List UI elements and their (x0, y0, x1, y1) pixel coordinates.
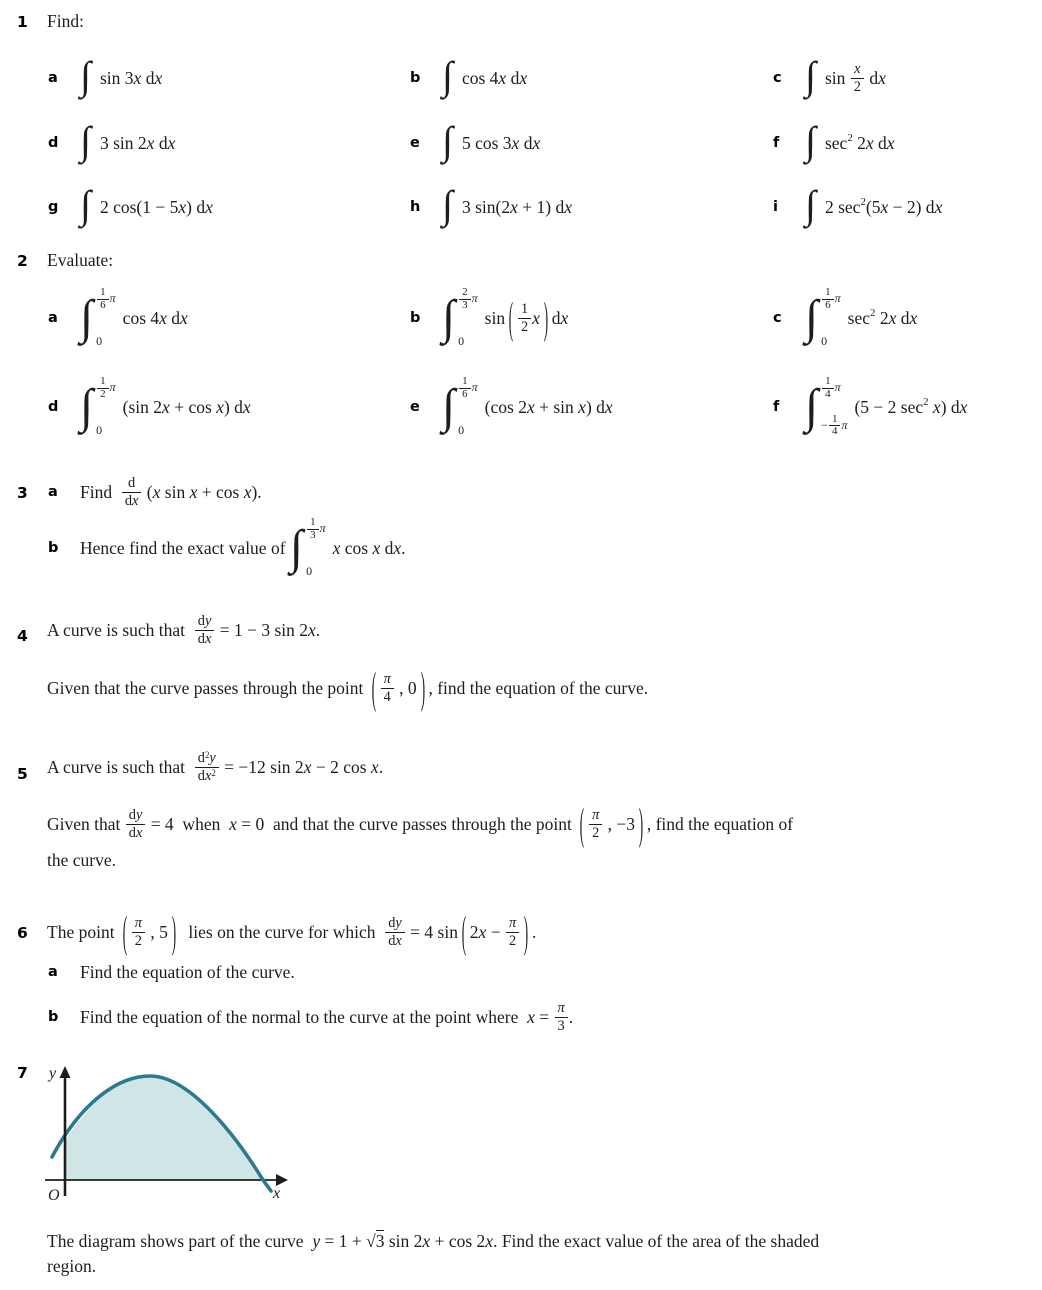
fraction: $\frac{2}{3}$ (458, 287, 472, 311)
lower-bound: 0 (96, 334, 103, 348)
lower-bound: 0 (458, 423, 465, 437)
question-text-line: region. (47, 1255, 97, 1276)
question-5-number: 5 (17, 765, 28, 783)
fraction: x 2 (850, 61, 865, 94)
integral-sign: ∫ (442, 118, 453, 163)
part-label: c (773, 310, 782, 326)
integral-sign: ∫ (805, 118, 816, 163)
definite-integral (80, 375, 116, 439)
question-3-number: 3 (17, 484, 28, 502)
math-expression: ∫ $\frac{1}{2}$ π 0 (sin 2 x + cos x ) d x (80, 375, 251, 437)
integral-sign: ∫ (805, 182, 816, 227)
question-text-line: the curve. (47, 849, 116, 870)
integral-sign: ∫ (442, 380, 456, 433)
integral-sign: ∫ (442, 53, 453, 98)
question-text-line: A curve is such that $\frac{dy}{dx}$ = 1 − 3 sin 2 x . (47, 613, 321, 647)
part-label: f (773, 135, 780, 151)
part-label: a (48, 70, 58, 86)
q2-part-a (48, 284, 188, 352)
part-label: b (48, 540, 59, 556)
question-text-line: Given that $\frac{dy}{dx}$ = 4 when x = 0 and that the curve passes through the point ( π 2 , −3 ) , find the equation of (47, 797, 794, 849)
q3-part-a (48, 464, 262, 520)
fraction: $\frac{1}{6}$ (821, 287, 835, 311)
fraction: $\frac{1}{6}$ (96, 287, 110, 311)
integral-sign: ∫ (80, 291, 94, 344)
fraction: π 2 (131, 915, 146, 948)
definite-integral (80, 286, 116, 350)
y-axis-label: y (49, 1065, 57, 1082)
upper-bound: $\frac{1}{2}$ π (96, 376, 116, 400)
q1-part-h (410, 179, 572, 235)
upper-bound: $\frac{1}{6}$ π (458, 376, 478, 400)
part-label: a (48, 310, 58, 326)
lower-bound: 0 (458, 334, 465, 348)
part-label: i (773, 199, 778, 215)
math-expression: ∫ $\frac{1}{4}$ π − $\frac{1}{4}$ π (5 − 2 sec 2 x ) d x (805, 375, 968, 438)
upper-bound: $\frac{2}{3}$ π (458, 287, 478, 311)
math-expression: ∫ $\frac{1}{6}$ π 0 sec 2 2 x d x (805, 286, 918, 348)
fraction: $\frac{\pi}{3}$ (554, 1000, 569, 1033)
question-7-number: 7 (17, 1064, 28, 1082)
question-1-intro: Find: (47, 11, 84, 31)
integral-sign: ∫ (80, 118, 91, 163)
math-expression: ∫ sec 2 2 x d x (805, 118, 895, 163)
q2-part-e (410, 373, 613, 441)
q6-part-b (48, 993, 573, 1041)
origin-label: O (48, 1187, 60, 1204)
q2-part-d (48, 373, 251, 441)
math-expression: ∫ 3 sin 2 x d x (80, 118, 176, 163)
q1-part-b (410, 50, 527, 106)
math-expression: Find the equation of the normal to the curve at the point where x = $\frac{\pi}{3}$ . (80, 1000, 574, 1034)
integral-sign: ∫ (442, 182, 453, 227)
fraction: π 4 (380, 671, 395, 704)
question-text-line: Given that the curve passes through the point ( π 4 , 0 ) , find the equation of the curve. (47, 661, 649, 713)
lower-bound: 0 (96, 423, 103, 437)
fraction: π 2 (588, 807, 603, 840)
fraction: $\frac{d^2y}{dx^2}$ (194, 750, 220, 783)
fraction: $\frac{dy}{dx}$ (194, 613, 216, 646)
math-expression: ∫ $\frac{2}{3}$ π 0 sin ( 1 2 x ) d x (442, 286, 569, 348)
definite-integral (442, 375, 478, 439)
math-expression: ∫ $\frac{1}{6}$ π 0 (cos 2 x + sin x ) d x (442, 375, 613, 437)
integral-sign: ∫ (80, 380, 94, 433)
math-expression: ∫ 2 cos(1 − 5 x ) d x (80, 182, 213, 227)
fraction: $\frac{1}{4}$ (828, 414, 842, 438)
math-expression: Find d dx ( x sin x + cos x ). (80, 475, 262, 509)
lower-bound: − $\frac{1}{4}$ π (821, 412, 848, 438)
question-4-number: 4 (17, 627, 28, 645)
q1-part-a (48, 50, 162, 106)
part-label: h (410, 199, 421, 215)
integral-sign: ∫ (80, 53, 91, 98)
upper-bound: $\frac{1}{6}$ π (821, 287, 841, 311)
q1-part-i (773, 179, 942, 235)
fraction: $\frac{dy}{dx}$ (125, 807, 147, 840)
part-label: a (48, 484, 58, 500)
question-2-number: 2 (17, 252, 28, 270)
q1-part-c (773, 50, 886, 106)
y-axis-arrow-icon (60, 1066, 71, 1078)
definite-integral (290, 516, 326, 580)
question-1-number: 1 (17, 13, 28, 31)
fraction: $\frac{1}{3}$ (306, 517, 320, 541)
curve-graph (45, 1062, 295, 1212)
fraction: $\frac{dy}{dx}$ (384, 915, 406, 948)
fraction: 1 2 (517, 301, 532, 334)
shaded-region (65, 1076, 262, 1179)
q3-part-b (48, 514, 406, 582)
integral-sign: ∫ (289, 521, 304, 574)
question-text-line: A curve is such that $\frac{d^2y}{dx^2}$ = −12 sin 2 x − 2 cos x . (47, 750, 384, 784)
part-label: e (410, 399, 420, 415)
fraction: d dx (121, 475, 143, 508)
q1-part-e (410, 115, 540, 171)
part-label: a (48, 964, 58, 980)
definite-integral (442, 286, 478, 350)
fraction: $\frac{1}{6}$ (458, 376, 472, 400)
fraction: $\frac{1}{2}$ (96, 376, 110, 400)
fraction: $\frac{1}{4}$ (821, 376, 835, 400)
part-label: d (48, 135, 59, 151)
upper-bound: $\frac{1}{4}$ π (821, 376, 847, 400)
q2-part-b (410, 284, 568, 352)
part-label: c (773, 70, 782, 86)
lower-bound: 0 (821, 334, 828, 348)
q1-part-d (48, 115, 175, 171)
fraction: $\frac{\pi}{2}$ (505, 915, 520, 948)
upper-bound: $\frac{1}{6}$ π (96, 287, 116, 311)
math-expression: ∫ 2 sec 2 (5 x − 2) d x (805, 182, 943, 227)
math-expression: Hence find the exact value of ∫ $\frac{1}{3}$ π 0 x cos x d x . (80, 516, 406, 578)
part-label: g (48, 199, 59, 215)
math-expression: ∫ cos 4 x d x (442, 53, 528, 98)
math-expression: ∫ sin x 2 d x (805, 53, 886, 98)
integral-sign: ∫ (805, 291, 819, 344)
math-expression: ∫ 5 cos 3 x d x (442, 118, 541, 163)
part-label: b (48, 1009, 59, 1025)
definite-integral (805, 286, 841, 350)
question-text-line: The point ( π 2 , 5 ) lies on the curve for which $\frac{dy}{dx}$ = 4 sin ( 2 x − $\frac{\pi}{2}$ ) . (47, 905, 537, 957)
math-expression: ∫ 3 sin(2 x + 1) d x (442, 182, 572, 227)
q6-part-a (48, 960, 295, 984)
lower-bound: 0 (306, 564, 313, 578)
math-expression: ∫ $\frac{1}{6}$ π 0 cos 4 x d x (80, 286, 188, 348)
upper-bound: $\frac{1}{3}$ π (306, 517, 326, 541)
part-label: d (48, 399, 59, 415)
integral-sign: ∫ (805, 53, 816, 98)
integral-sign: ∫ (80, 182, 91, 227)
integral-sign: ∫ (805, 380, 819, 433)
square-root: √3 (366, 1230, 385, 1251)
question-text-line: The diagram shows part of the curve y = 1 + √3 sin 2 x + cos 2 x . Find the exact value of the area of the shaded (47, 1230, 820, 1251)
x-axis-label: x (273, 1185, 281, 1202)
q1-part-f (773, 115, 895, 171)
q1-part-g (48, 179, 213, 235)
q2-part-f (773, 373, 967, 441)
math-expression: ∫ sin 3 x d x (80, 53, 163, 98)
part-label: e (410, 135, 420, 151)
q2-part-c (773, 284, 917, 352)
part-label: b (410, 310, 421, 326)
question-6-number: 6 (17, 924, 28, 942)
definite-integral (805, 375, 847, 439)
part-label: f (773, 399, 780, 415)
part-label: b (410, 70, 421, 86)
integral-sign: ∫ (442, 291, 456, 344)
math-expression: Find the equation of the curve. (80, 961, 295, 982)
question-2-intro: Evaluate: (47, 250, 114, 270)
